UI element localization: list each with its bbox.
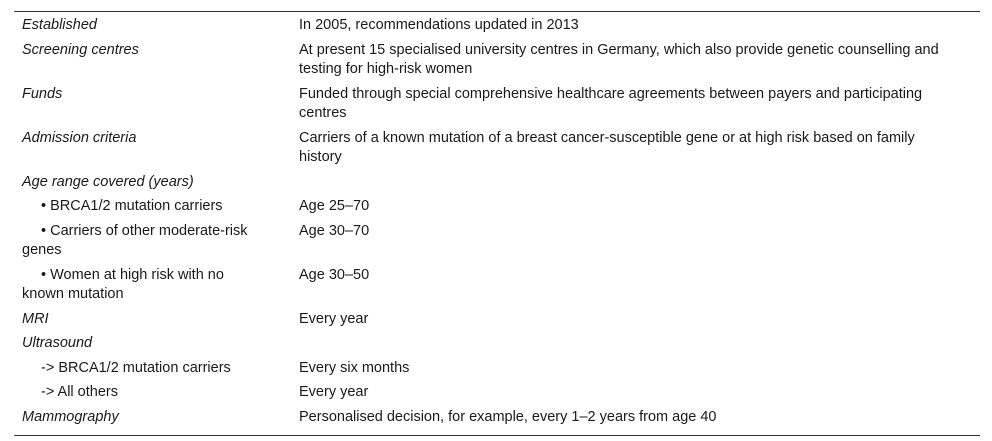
row-value xyxy=(299,172,980,197)
row-label xyxy=(14,196,299,221)
row-value xyxy=(299,333,980,358)
row-value: Carriers of a known mutation of a breast cancer-susceptible gene or at high risk based on family history xyxy=(299,129,915,165)
row-label: MRI xyxy=(22,310,49,327)
table-row xyxy=(14,407,980,432)
row-label: Established xyxy=(22,17,97,33)
table xyxy=(14,15,980,431)
table-row xyxy=(14,40,980,84)
row-label: Mammography xyxy=(22,408,119,425)
table-row xyxy=(14,265,980,309)
table-row xyxy=(14,172,980,197)
row-label-text: -> BRCA1/2 mutation carriers xyxy=(41,359,231,376)
row-value: Every year xyxy=(299,310,369,327)
table-row xyxy=(14,221,980,265)
row-value: Every year xyxy=(299,384,369,400)
table-row xyxy=(14,196,980,221)
row-label-text: • BRCA1/2 mutation carriers xyxy=(41,198,223,214)
row-label: Age range covered (years) xyxy=(22,173,194,190)
row-value: Funded through special comprehensive healthcare agreements between payers and participating centres xyxy=(299,85,923,121)
row-label: Admission criteria xyxy=(22,129,137,146)
row-value: Age 25–70 xyxy=(299,198,370,214)
row-value: Personalised decision, for example, every 1–2 years from age 40 xyxy=(299,408,717,425)
row-label xyxy=(14,358,299,383)
table-row xyxy=(14,84,980,128)
table-row xyxy=(14,358,980,383)
row-value: Age 30–70 xyxy=(299,222,370,239)
table-row xyxy=(14,128,980,172)
row-value: Age 30–50 xyxy=(299,266,370,283)
screening-programme-table xyxy=(14,11,980,436)
row-label xyxy=(14,382,299,407)
row-value: In 2005, recommendations updated in 2013 xyxy=(299,17,579,33)
row-value: Every six months xyxy=(299,359,410,376)
row-label-text: • Carriers of other moderate-risk genes xyxy=(22,222,248,258)
row-label-text: • Women at high risk with no known mutation xyxy=(22,266,224,302)
row-value: At present 15 specialised university centres in Germany, which also provide genetic counselling and testing for high-risk women xyxy=(299,41,939,77)
row-label: Screening centres xyxy=(22,41,139,58)
table-row xyxy=(14,333,980,358)
row-label xyxy=(14,221,299,265)
row-label xyxy=(14,265,299,309)
row-label: Funds xyxy=(22,85,63,102)
table-row xyxy=(14,309,980,334)
row-label: Ultrasound xyxy=(22,335,93,351)
row-label-text: -> All others xyxy=(41,384,118,400)
table-row xyxy=(14,15,980,40)
table-row xyxy=(14,382,980,407)
